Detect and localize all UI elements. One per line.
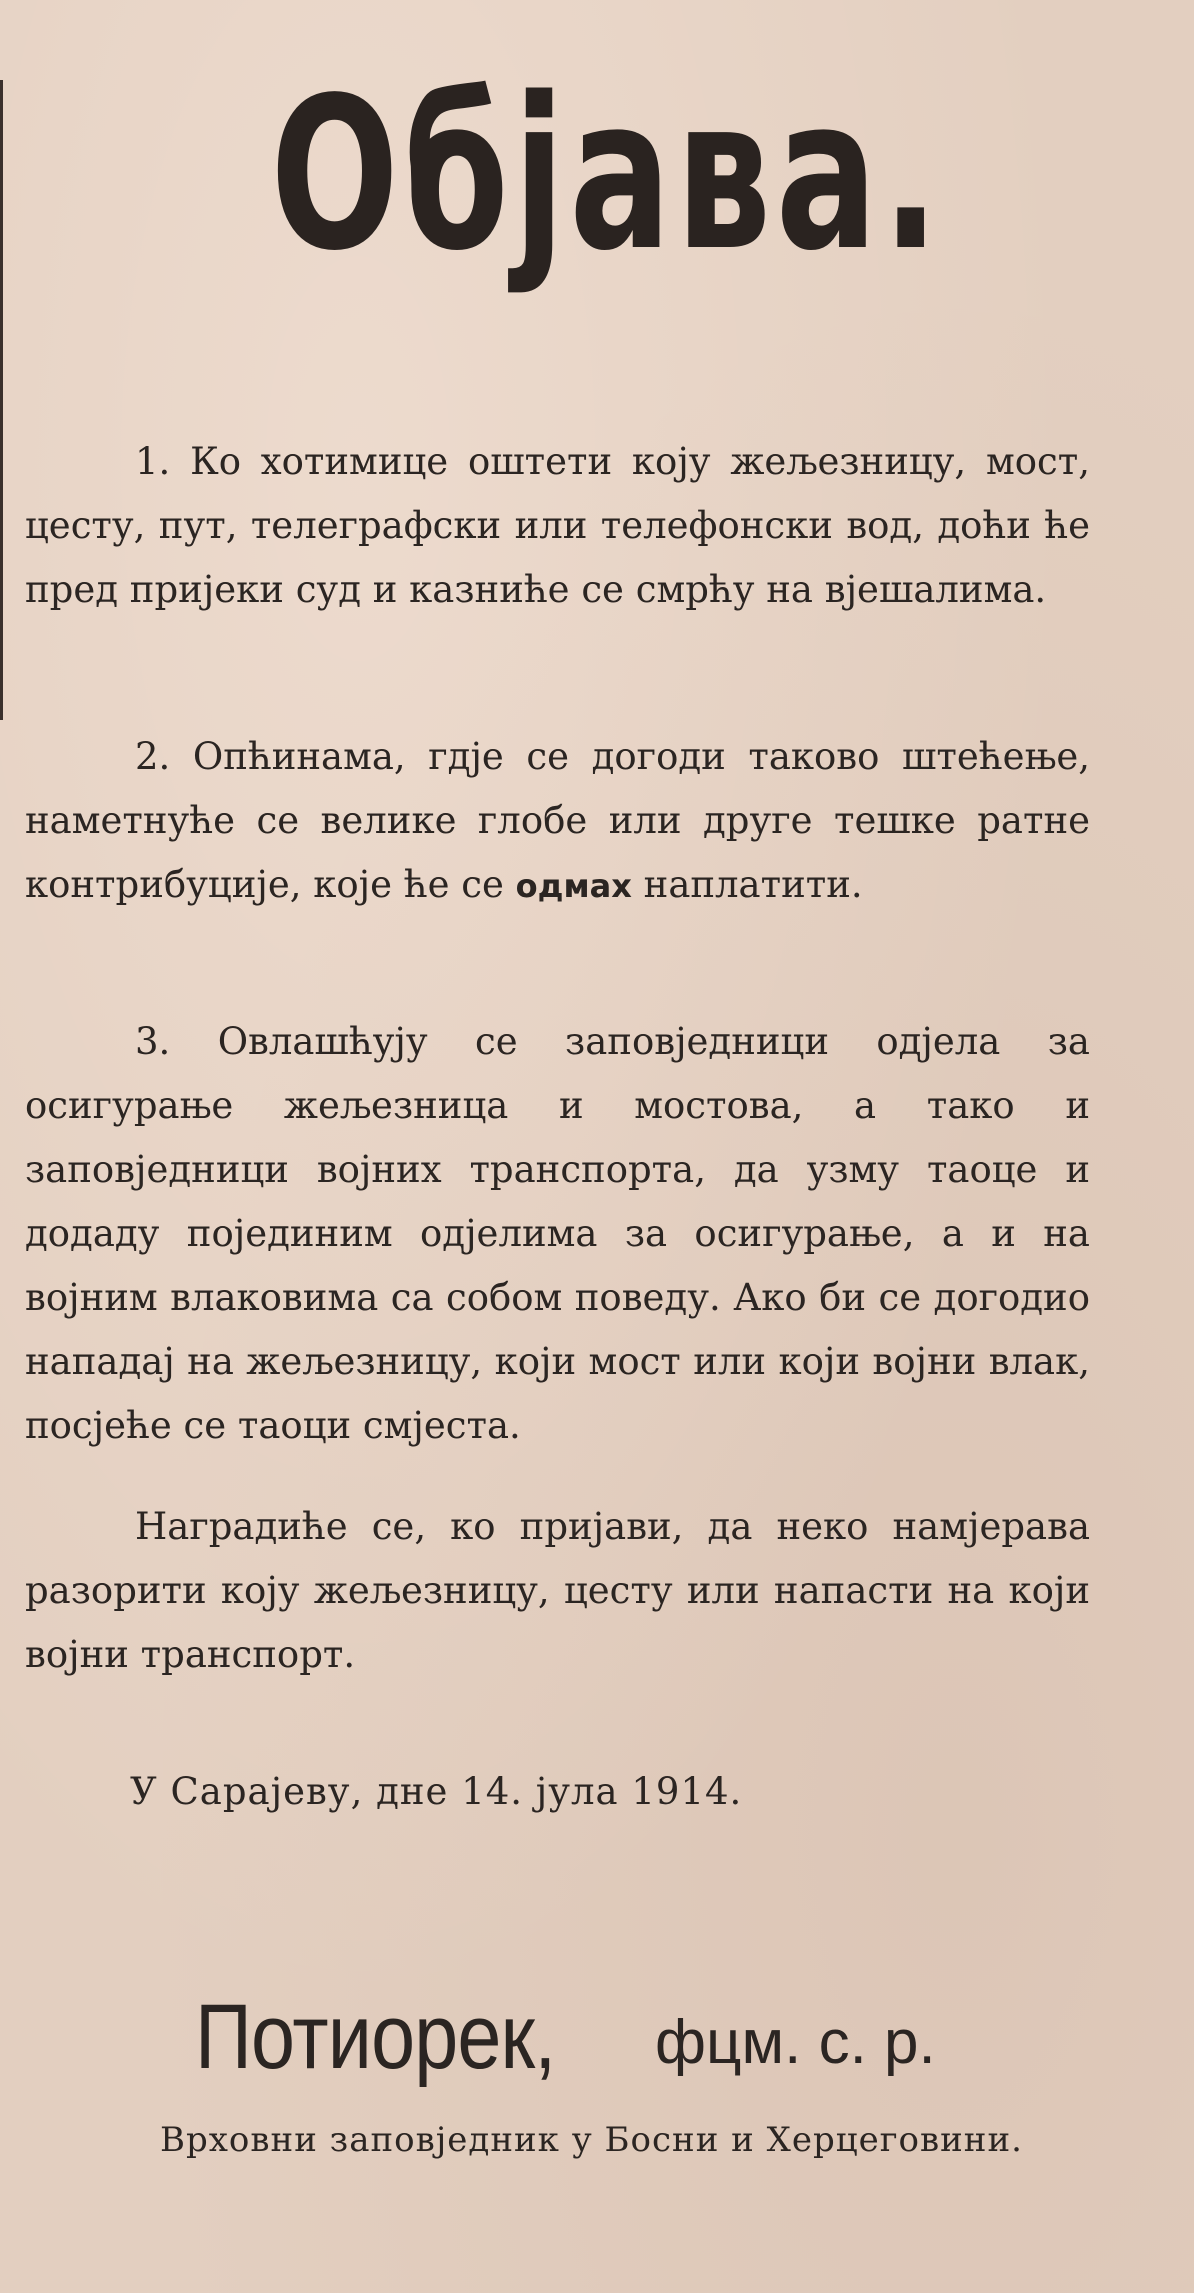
- paragraph-4-text: Наградиће се, ко пријави, да неко намјерава разорити коју жељезницу, цесту или напасти на који војни транспорт.: [25, 1505, 1090, 1676]
- date-line: У Сарајеву, дне 14. јула 1914.: [130, 1770, 743, 1813]
- paragraph-2-text: [25, 725, 1090, 918]
- paragraph-4: [25, 1495, 1090, 1687]
- paragraph-2-text-end: наплатити.: [631, 863, 863, 906]
- signature-block: [195, 1985, 936, 2090]
- paragraph-1: [25, 430, 1090, 622]
- paragraph-2-text-start: 2. Опћинама, гдје се догоди таково штећење, наметнуће се велике глобе или друге тешке ратне контрибуције, које ће се: [25, 735, 1090, 906]
- paragraph-3: [25, 1010, 1090, 1458]
- left-edge-rule: [0, 80, 3, 720]
- signature-title: Врховни заповједник у Босни и Херцеговини.: [160, 2120, 1023, 2160]
- paragraph-2-emphasis: одмах: [515, 867, 632, 905]
- paragraph-1-text: 1. Ко хотимице оштети коју жељезницу, мост, цесту, пут, телеграфски или телефонски вод, доћи ће пред пријеки суд и казниће се смрћу на вјешалима.: [25, 440, 1090, 611]
- paragraph-2: [25, 725, 1090, 918]
- paragraph-3-text: 3. Овлашћују се заповједници одјела за осигурање жељезница и мостова, а тако и заповједници војних транспорта, да узму таоце и додаду појединим одјелима за осигурање, а и на војним влаковима са собом поведу. Ако би се догодио нападај на жељезницу, који мост или који војни влак, посјеће се таоци смјеста.: [25, 1020, 1090, 1447]
- poster-title: Објава.: [270, 52, 944, 297]
- signature-name: Потиорек,: [195, 1986, 556, 2088]
- signature-rank: фцм. с. р.: [655, 2008, 936, 2077]
